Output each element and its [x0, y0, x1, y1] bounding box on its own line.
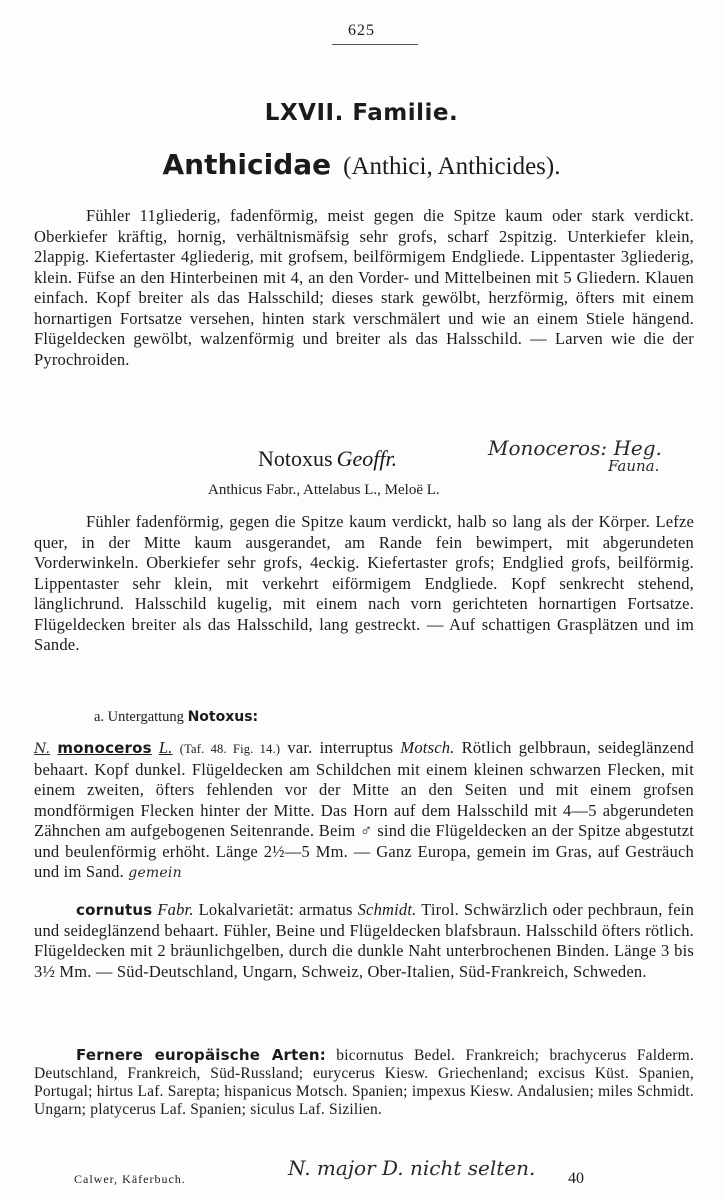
page-number: 625 [348, 22, 375, 39]
sheet-number: 40 [568, 1170, 584, 1187]
family-name: Anthicidae [162, 148, 332, 181]
genus-synonyms: Anthicus Fabr., Attelabus L., Meloë L. [208, 482, 440, 498]
genus-heading [258, 446, 397, 472]
handwritten-note-2: Fauna. [608, 457, 660, 475]
genus-name: Notoxus [258, 446, 333, 471]
genus-description: Fühler fadenförmig, gegen die Spitze kaum verdickt, halb so lang als der Körper. Lefze quer, in der Mitte kaum ausgerandet, am Rande fein bewimpert, mit abgerundeten Vorderwinkeln. Oberkiefer sehr grofs, 4eckig. Kiefertaster grofs; Endglied grofs, beilförmig. Lippentaster sehr klein, mit verkehrt eiförmigem Endgliede. Kopf senkrecht stehend, länglichrund. Halsschild kugelig, mit einem nach vorn gerichteten hornartigen Fortsatze. Flügeldecken breiter als das Halsschild, lang gestreckt. — Auf schattigen Grasplätzen und im Sande. [34, 512, 694, 654]
variety-author-2: Schmidt. [357, 900, 417, 919]
family-title [0, 148, 723, 181]
other-species-text: bicornutus Bedel. Frankreich; brachycerus Falderm. Deutschland, Frankreich, Süd-Russland; eurycerus Kiesw. Griechenland; excisus Küst. Spanien, Portugal; hirtus Laf. Sarepta; hispanicus Motsch. Spanien; impexus Kiesw. Andalusien; miles Schmidt. Ungarn; platycerus Laf. Spanien; siculus Laf. Sizilien. [34, 1047, 694, 1118]
species-monoceros [34, 738, 694, 884]
genus-author: Geoffr. [336, 446, 398, 471]
family-heading: LXVII. Familie. [264, 100, 459, 126]
other-species [34, 1046, 694, 1119]
species-text: Rötlich gelbbraun, seideglänzend behaart. Kopf dunkel. Flügeldecken am Schildchen mit einem kleinen schwarzen Flecken, mit einem zweiten, öfters fehlenden vor der Mitte an den Seiten und mit einem grofsen mondförmigen Flecken hinter der Mitte. Das Horn auf dem Halsschild mit 4—5 abgerundeten Zähnchen am aufgebogenen Seitenrande. Beim ♂ sind die Flügeldecken an der Spitze abgestutzt und beulenförmig erhöht. Länge 2½—5 Mm. — Ganz Europa, gemein im Gras, auf Gesträuch und im Sand. [34, 738, 695, 881]
header-rule [332, 44, 418, 45]
handwritten-note-inline: gemein [128, 865, 182, 881]
handwritten-note: Monoceros: Heg. [488, 436, 662, 460]
species-author-2: Fabr. [157, 900, 194, 919]
species-cornutus [34, 900, 694, 982]
species-text-b: Tirol. Schwärzlich oder pechbraun, fein und seideglänzend behaart. Fühler, Beine und Flügeldecken blafsbraun. Halsschild öfters rötlich. Flügeldecken mit 2 bräunlichgelben, durch die dunkle Naht unterbrochenen Binden. Länge 3 bis 3½ Mm. — Süd-Deutschland, Ungarn, Schweiz, Ober-Italien, Süd-Frankreich, Schweden. [34, 900, 695, 981]
species-text-a: Lokalvarietät: armatus [198, 900, 353, 919]
species-name-2: cornutus [76, 901, 153, 919]
family-synonyms: (Anthici, Anthicides). [343, 153, 561, 180]
footer-signature: Calwer, Käferbuch. [74, 1172, 186, 1186]
variety-text: var. interruptus [287, 738, 394, 757]
handwritten-footer: N. major D. nicht selten. [288, 1156, 536, 1180]
species-author: L. [158, 738, 173, 757]
subgenus-prefix: a. Untergattung [94, 709, 184, 725]
family-description: Fühler 11gliederig, fadenförmig, meist gegen die Spitze kaum oder stark verdickt. Oberkiefer kräftig, hornig, verhältnismäfsig sehr grofs, scharf 2spitzig. Unterkiefer klein, 2lappig. Kiefertaster 4gliederig, mit grofsem, beilförmigem Endgliede. Lippentaster 3gliederig, klein. Füfse an den Hinterbeinen mit 4, an den Vorder- und Mittelbeinen mit 5 Gliedern. Klauen einfach. Kopf breiter als das Halsschild; dieses stark gewölbt, herzförmig, öfters mit einem hornartigen Fortsatze versehen, hinten stark verschmälert und wie an einem Stiele hängend. Flügeldecken gewölbt, walzenförmig und breiter als das Halsschild. — Larven wie die der Pyrochroiden. [34, 206, 694, 369]
subgenus-heading [94, 709, 258, 726]
plate-reference: (Taf. 48. Fig. 14.) [179, 742, 281, 756]
subgenus-name: Notoxus: [187, 709, 259, 725]
other-species-lead: Fernere europäische Arten: [76, 1046, 326, 1064]
handwritten-prefix: N. [34, 741, 51, 757]
species-name: monoceros [57, 739, 152, 757]
variety-author: Motsch. [400, 738, 455, 757]
